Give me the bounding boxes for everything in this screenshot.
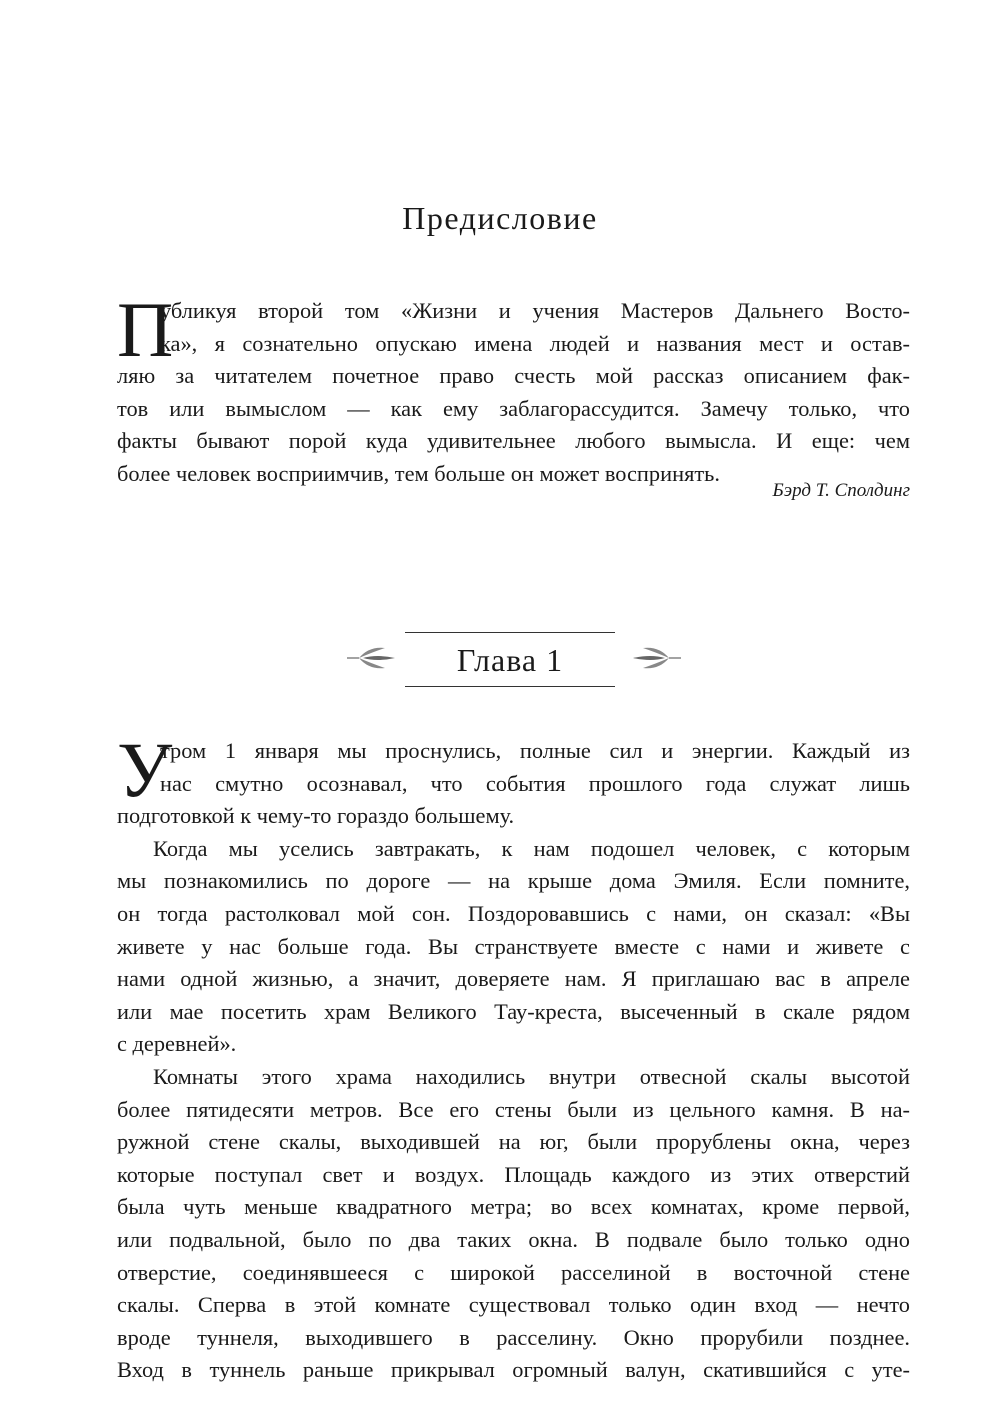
chapter-rule-top [405, 632, 615, 633]
text-line: ляю за читателем почетное право счесть мой рассказ описанием фак- [117, 363, 910, 389]
text-line: тром 1 января мы проснулись, полные сил и энергии. Каждый из [160, 738, 910, 763]
preface-paragraph [117, 286, 910, 491]
text-line: более пятидесяти метров. Все его стены были из цельного камня. В на- [117, 1096, 910, 1122]
text-line: нас смутно осознавал, что события прошлого года служат лишь [160, 770, 910, 796]
text-line: Вход в туннель раньше прикрывал огромный валун, скатившийся с уте- [117, 1357, 910, 1383]
text-line: ка», я сознательно опускаю имена людей и названия мест и остав- [160, 330, 910, 356]
text-line: отверстие, соединявшееся с широкой расселиной в восточной стене [117, 1259, 910, 1285]
text-line: факты бывают порой куда удивительнее любого вымысла. И еще: чем [117, 428, 910, 454]
chapter-title: Глава 1 [456, 642, 564, 678]
text-line: которые поступал свет и воздух. Площадь каждого из этих отверстий [117, 1161, 910, 1187]
chapter-rule-bottom [405, 686, 615, 687]
text-line: Комнаты этого храма находились внутри отвесной скалы высотой [153, 1063, 910, 1089]
preface-drop-cap: П [117, 286, 174, 373]
text-line: Когда мы уселись завтракать, к нам подошел человек, с которым [153, 835, 910, 861]
leaf-ornament-icon [345, 643, 397, 673]
text-line: мы познакомились по дороге — на крыше дома Эмиля. Если помните, [117, 868, 910, 894]
author-signature: Бэрд Т. Сполдинг [772, 480, 910, 501]
chapter-body [117, 726, 910, 1387]
text-line: он тогда растолковал мой сон. Поздоровавшись с нами, он сказал: «Вы [117, 900, 910, 926]
page-title: Предисловие [402, 200, 598, 236]
text-line: или мае посетить храм Великого Тау-креста, высеченный в скале рядом [117, 998, 910, 1024]
text-line: живете у нас больше года. Вы странствуете вместе с нами и живете с [117, 933, 910, 959]
text-line: более человек восприимчив, тем больше он может воспринять. [117, 460, 720, 486]
text-line: с деревней». [117, 1031, 237, 1057]
text-line: убликуя второй том «Жизни и учения Мастеров Дальнего Восто- [160, 298, 910, 323]
text-line: нами одной жизнью, а значит, доверяете нам. Я приглашаю вас в апреле [117, 966, 910, 992]
chapter-heading [0, 632, 1000, 688]
text-line: скалы. Сперва в этой комнате существовал только один вход — нечто [117, 1292, 910, 1318]
text-line: подготовкой к чему-то гораздо большему. [117, 803, 515, 829]
text-line: была чуть меньше квадратного метра; во всех комнатах, кроме первой, [117, 1194, 910, 1220]
chapter-drop-cap: У [117, 726, 173, 813]
text-line: или подвальной, было по два таких окна. В подвале было только одно [117, 1226, 910, 1252]
text-line: тов или вымыслом — как ему заблагорассудится. Замечу только, что [117, 395, 910, 421]
text-line: ружной стене скалы, выходившей на юг, были прорублены окна, через [117, 1129, 910, 1155]
leaf-ornament-icon [631, 643, 683, 673]
text-line: вроде туннеля, выходившего в расселину. Окно прорубили позднее. [117, 1324, 910, 1350]
